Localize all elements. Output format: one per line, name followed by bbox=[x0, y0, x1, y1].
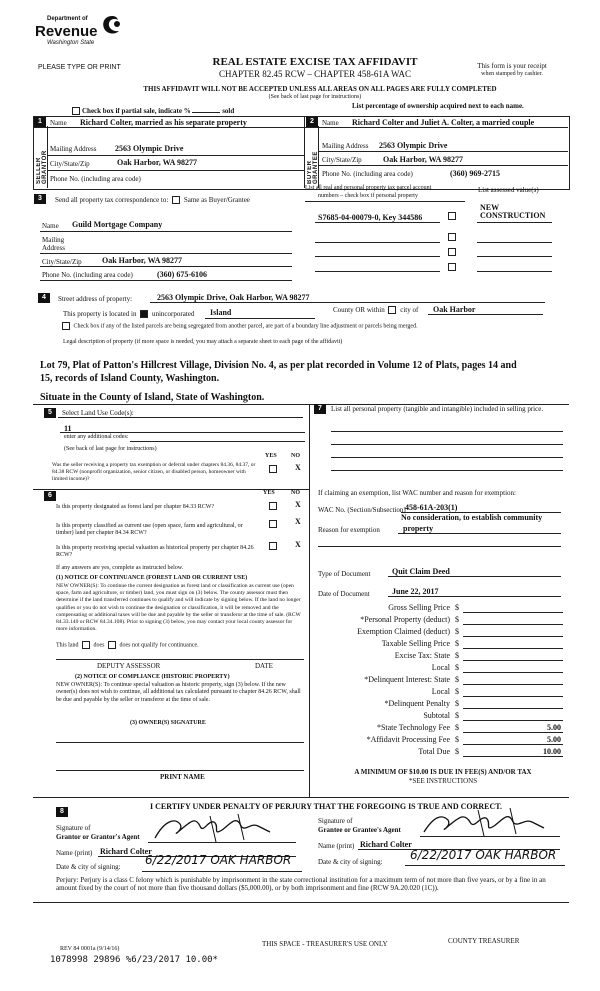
see-back: (See back of last page for instructions) bbox=[268, 94, 362, 100]
owner-sig-label: (3) OWNER(S) SIGNATURE bbox=[130, 720, 206, 726]
corr-name[interactable]: Guild Mortgage Company bbox=[72, 220, 163, 229]
partial-sale-checkbox[interactable] bbox=[72, 107, 80, 115]
dor-logo bbox=[37, 14, 127, 62]
seller-mailing-label: Mailing Address bbox=[50, 145, 97, 153]
legal-desc-1: Lot 79, Plat of Patton's Hillcrest Village, Division No. 4, as per plat recorded in Volume 12 of Plats, pages 14 and bbox=[40, 360, 517, 371]
parcel-1-checkbox[interactable] bbox=[448, 212, 456, 220]
land-use-see-back: (See back of last page for instructions) bbox=[64, 446, 157, 452]
tax-row: Taxable Selling Price $ bbox=[318, 638, 563, 650]
grantee-date-label: Date & city of signing: bbox=[318, 858, 383, 866]
doc-date-label: Date of Document bbox=[318, 590, 370, 598]
parcel-3-checkbox[interactable] bbox=[448, 248, 456, 256]
perjury-notice: Perjury: Perjury is a class C felony which is punishable by imprisonment in the state correctional institution for a maximum term of not more than five years, or by a fine in an amount fixed by the court of not more than five thousand dollars ($5,000.00), or by both imprisonment and fine (RCW 9A.20.020 (1C)). bbox=[56, 876, 546, 892]
grantee-signature bbox=[420, 806, 550, 838]
buyer-city[interactable]: Oak Harbor, WA 98277 bbox=[383, 155, 464, 164]
form-number: REV 84 0001a (9/14/16) bbox=[60, 946, 120, 952]
reason-line1[interactable]: No consideration, to establish community bbox=[401, 513, 543, 522]
seller-mailing[interactable]: 2563 Olympic Drive bbox=[115, 144, 184, 153]
tax-row: *State Technology Fee $ 5.00 bbox=[376, 723, 561, 732]
grantee-date-city[interactable]: 6/22/2017 OAK HARBOR bbox=[410, 848, 557, 862]
s6-no-header: NO bbox=[291, 490, 300, 496]
street-label: Street address of property: bbox=[58, 295, 133, 303]
tax-row: Excise Tax: State $ bbox=[318, 650, 563, 662]
legal-desc-2: 15, records of Island County, Washington. bbox=[40, 373, 220, 384]
tax-row: *Delinquent Interest: State $ bbox=[318, 674, 563, 686]
grantor-date-city[interactable]: 6/22/2017 OAK HARBOR bbox=[145, 853, 292, 867]
certify-statement: I CERTIFY UNDER PENALTY OF PERJURY THAT THE FOREGOING IS TRUE AND CORRECT. bbox=[150, 802, 503, 811]
corr-city[interactable]: Oak Harbor, WA 98277 bbox=[102, 256, 183, 265]
s6-q2-yes-checkbox[interactable] bbox=[269, 520, 277, 528]
form-title: REAL ESTATE EXCISE TAX AFFIDAVIT bbox=[212, 56, 418, 68]
buyer-mailing-label: Mailing Address bbox=[322, 142, 369, 150]
tax-row: Total Due $ 10.00 bbox=[418, 747, 561, 756]
buyer-vert-label: BUYER GRANTEE bbox=[307, 151, 319, 184]
assessed-header: List assessed value(s) bbox=[478, 186, 539, 194]
does-checkbox[interactable] bbox=[82, 641, 90, 649]
county-or-row: County OR within city of bbox=[333, 306, 419, 314]
this-land-row: This land does does not qualify for continuance. bbox=[56, 642, 199, 649]
tax-table bbox=[318, 602, 563, 762]
segregated-row: Check box if any of the listed parcels are being segregated from another parcel, are part of a boundary line adjustment or parcels being merged. bbox=[60, 322, 560, 330]
grantee-name[interactable]: Richard Colter bbox=[360, 840, 412, 849]
lu-q1-no-answer[interactable]: X bbox=[295, 463, 301, 472]
dept-line1: Department of bbox=[47, 16, 88, 22]
street-address[interactable]: 2563 Olympic Drive, Oak Harbor, WA 98277 bbox=[157, 293, 310, 302]
s6-q1: Is this property designated as forest land per chapter 84.33 RCW? bbox=[56, 504, 215, 510]
exemption-label: If claiming an exemption, list WAC number and reason for exemption: bbox=[318, 489, 516, 497]
tax-row: Gross Selling Price $ bbox=[318, 602, 563, 614]
parcel-1[interactable]: S7685-04-00079-0, Key 344586 bbox=[318, 213, 423, 222]
treasurer-space: THIS SPACE - TREASURER'S USE ONLY bbox=[262, 940, 388, 948]
s6-q2-no-answer[interactable]: X bbox=[295, 517, 301, 526]
tax-row: Exemption Claimed (deduct) $ bbox=[318, 626, 563, 638]
reason-label: Reason for exemption bbox=[318, 526, 380, 534]
buyer-city-label: City/State/Zip bbox=[322, 156, 362, 164]
seller-city[interactable]: Oak Harbor, WA 98277 bbox=[117, 158, 198, 167]
corr-phone-label: Phone No. (including area code) bbox=[42, 271, 133, 279]
section-3-badge: 3 bbox=[34, 194, 46, 204]
parcel-2-checkbox[interactable] bbox=[448, 233, 456, 241]
cashier-stamp: 1078998 29896 %6/23/2017 10.00* bbox=[50, 955, 218, 965]
grantor-sig-label1: Signature of bbox=[56, 824, 91, 832]
seller-vert-label: SELLER GRANTOR bbox=[36, 150, 48, 184]
minimum-due: A MINIMUM OF $10.00 IS DUE IN FEE(S) AND/OR TAX bbox=[354, 768, 532, 776]
parcel-4-checkbox[interactable] bbox=[448, 263, 456, 271]
dept-line2: Revenue bbox=[35, 23, 98, 40]
corr-mailing-label2: Address bbox=[42, 244, 65, 252]
buyer-phone[interactable]: (360) 969-2715 bbox=[450, 169, 500, 178]
s6-q2: Is this property classified as current use (open space, farm and agricultural, or timber) land per chapter 84.34 RCW? bbox=[56, 523, 243, 536]
see-instructions: *SEE INSTRUCTIONS bbox=[408, 777, 478, 785]
unincorporated-checkbox[interactable] bbox=[140, 310, 148, 318]
tax-row: Subtotal $ bbox=[318, 710, 563, 722]
tax-row: *Affidavit Processing Fee $ 5.00 bbox=[366, 735, 561, 744]
partial-sale: Check box if partial sale, indicate % sold bbox=[70, 107, 234, 115]
section-2-badge: 2 bbox=[306, 117, 318, 127]
doc-date[interactable]: June 22, 2017 bbox=[392, 587, 439, 596]
buyer-name[interactable]: Richard Colter and Juliet A. Colter, a married couple bbox=[352, 118, 535, 127]
county-treasurer: COUNTY TREASURER bbox=[448, 937, 520, 945]
segregated-checkbox[interactable] bbox=[62, 322, 70, 330]
lu-no-header: NO bbox=[291, 453, 300, 459]
land-use-code[interactable]: 11 bbox=[64, 424, 72, 433]
seller-city-label: City/State/Zip bbox=[50, 160, 90, 168]
section-4-badge: 4 bbox=[38, 293, 50, 303]
s6-q3-yes-checkbox[interactable] bbox=[269, 542, 277, 550]
reason-line2[interactable]: property bbox=[403, 524, 434, 533]
additional-codes-label: enter any additional codes: bbox=[64, 434, 129, 440]
corr-mailing-label1: Mailing bbox=[42, 236, 65, 244]
doc-type-label: Type of Document bbox=[318, 570, 371, 578]
assessed-1-line2[interactable]: CONSTRUCTION bbox=[480, 211, 546, 220]
grantor-sig-label2: Grantor or Grantor's Agent bbox=[56, 833, 140, 841]
s6-if-yes: If any answers are yes, complete as instructed below. bbox=[56, 565, 184, 571]
same-as-buyer-checkbox[interactable] bbox=[172, 196, 180, 204]
receipt-note2: when stamped by cashier. bbox=[481, 71, 543, 77]
notice2-body: NEW OWNER(S): To continue special valuation as historic property, sign (3) below. If the new owner(s) does not wish to continue, all additional tax calculated pursuant to chapter 84.26 RCW, shall be due and payable by the seller or transferor at the time of sale. bbox=[56, 682, 301, 703]
form-subtitle: CHAPTER 82.45 RCW – CHAPTER 458-61A WAC bbox=[219, 69, 411, 79]
wac-value[interactable]: 458-61A-203(1) bbox=[405, 503, 458, 512]
buyer-name-label: Name bbox=[322, 119, 339, 127]
grantee-sig-label1: Signature of bbox=[318, 817, 353, 825]
warning-line: THIS AFFIDAVIT WILL NOT BE ACCEPTED UNLESS ALL AREAS ON ALL PAGES ARE FULLY COMPLETED bbox=[143, 85, 497, 93]
logo-swirl-icon bbox=[99, 14, 125, 38]
land-use-label: Select Land Use Code(s): bbox=[62, 409, 134, 417]
corr-city-label: City/State/Zip bbox=[42, 258, 82, 266]
grantor-signature bbox=[150, 812, 280, 844]
seller-phone-label: Phone No. (including area code) bbox=[50, 175, 141, 183]
assessed-1-line1[interactable]: NEW bbox=[480, 203, 500, 212]
grantee-name-label: Name (print) bbox=[318, 842, 355, 850]
section-5-badge: 5 bbox=[44, 408, 56, 418]
buyer-mailing[interactable]: 2563 Olympic Drive bbox=[379, 141, 448, 150]
seller-name-label: Name bbox=[50, 119, 67, 127]
city-value[interactable]: Oak Harbor bbox=[433, 305, 476, 314]
s6-q3-no-answer[interactable]: X bbox=[295, 540, 301, 549]
lu-q1-yes-checkbox[interactable] bbox=[269, 465, 277, 473]
lu-q1: Was the seller receiving a property tax exemption or deferral under chapters 84.36, 84.37, or 84.38 RCW (nonprofit organization, senior citizen, or disabled person, homeowner with limited income)? bbox=[52, 462, 256, 482]
situate: Situate in the County of Island, State of Washington. bbox=[40, 392, 265, 403]
county-value[interactable]: Island bbox=[210, 308, 232, 317]
dept-line3: Washington State bbox=[47, 40, 95, 46]
does-not-checkbox[interactable] bbox=[108, 641, 116, 649]
tax-row: Local $ bbox=[318, 662, 563, 674]
grantee-sig-label2: Grantee or Grantee's Agent bbox=[318, 826, 401, 834]
parcels-header2: numbers – check box if personal property bbox=[318, 193, 418, 199]
s6-yes-header: YES bbox=[263, 490, 275, 496]
section-1-badge: 1 bbox=[34, 117, 46, 127]
grantor-date-label: Date & city of signing: bbox=[56, 863, 121, 871]
grantor-name[interactable]: Richard Colter bbox=[100, 847, 152, 856]
doc-type[interactable]: Quit Claim Deed bbox=[392, 567, 450, 576]
tax-row: *Personal Property (deduct) $ bbox=[318, 614, 563, 626]
receipt-note1: This form is your receipt bbox=[477, 62, 547, 70]
located-row: This property is located in unincorporated bbox=[63, 310, 195, 318]
lu-yes-header: YES bbox=[265, 453, 277, 459]
correspondence-label: Send all property tax correspondence to: Same as Buyer/Grantee bbox=[55, 196, 250, 204]
legal-label: Legal description of property (if more space is needed, you may attach a separate sheet to each page of the affidavit) bbox=[63, 339, 343, 345]
seller-name[interactable]: Richard Colter, married as his separate property bbox=[80, 118, 247, 127]
notice2-title: (2) NOTICE OF COMPLIANCE (HISTORIC PROPERTY) bbox=[75, 674, 230, 680]
parcels-header1: List all real and personal property tax parcel account bbox=[305, 185, 432, 191]
grantor-name-label: Name (print) bbox=[56, 849, 93, 857]
please-type: PLEASE TYPE OR PRINT bbox=[38, 64, 121, 71]
s6-q1-no-answer[interactable]: X bbox=[295, 500, 301, 509]
corr-name-label: Name bbox=[42, 222, 59, 230]
s6-q3: Is this property receiving special valuation as historical property per chapter 84.26 RCW? bbox=[56, 545, 254, 558]
s6-q1-yes-checkbox[interactable] bbox=[269, 502, 277, 510]
s7-label: List all personal property (tangible and intangible) included in selling price. bbox=[331, 405, 544, 413]
section-7-badge: 7 bbox=[314, 404, 326, 414]
tax-row: Local $ bbox=[318, 686, 563, 698]
deputy-assessor: DEPUTY ASSESSOR bbox=[97, 662, 161, 670]
section-8-badge: 8 bbox=[56, 807, 68, 817]
notice1-body: NEW OWNER(S): To continue the current designation as forest land or classification as current use (open space, farm and agriculture, or timber) land, you must sign on (3) below. The county assessor must then determine if the land transferred continues to qualify and will indicate by signing below. If the land no longer qualifies or you do not wish to continue the designation or classification, it will be removed and the compensating or additional taxes will be due and payable by the seller or transferor at the time of sale. (RCW 84.33.140 or RCW 84.34.108). Prior to signing (3) below, you may contact your local county assessor for more information. bbox=[56, 583, 301, 633]
corr-phone[interactable]: (360) 675-6106 bbox=[157, 270, 207, 279]
deputy-date: DATE bbox=[255, 662, 273, 670]
wac-label: WAC No. (Section/Subsection) bbox=[318, 506, 406, 514]
buyer-phone-label: Phone No. (including area code) bbox=[322, 170, 413, 178]
section-6-badge: 6 bbox=[44, 491, 56, 501]
notice1-title: (1) NOTICE OF CONTINUANCE (FOREST LAND OR CURRENT USE) bbox=[56, 575, 248, 581]
ownership-pct: List percentage of ownership acquired next to each name. bbox=[352, 102, 524, 110]
city-checkbox[interactable] bbox=[388, 306, 396, 314]
tax-row: *Delinquent Penalty $ bbox=[318, 698, 563, 710]
print-name-label: PRINT NAME bbox=[160, 773, 205, 781]
